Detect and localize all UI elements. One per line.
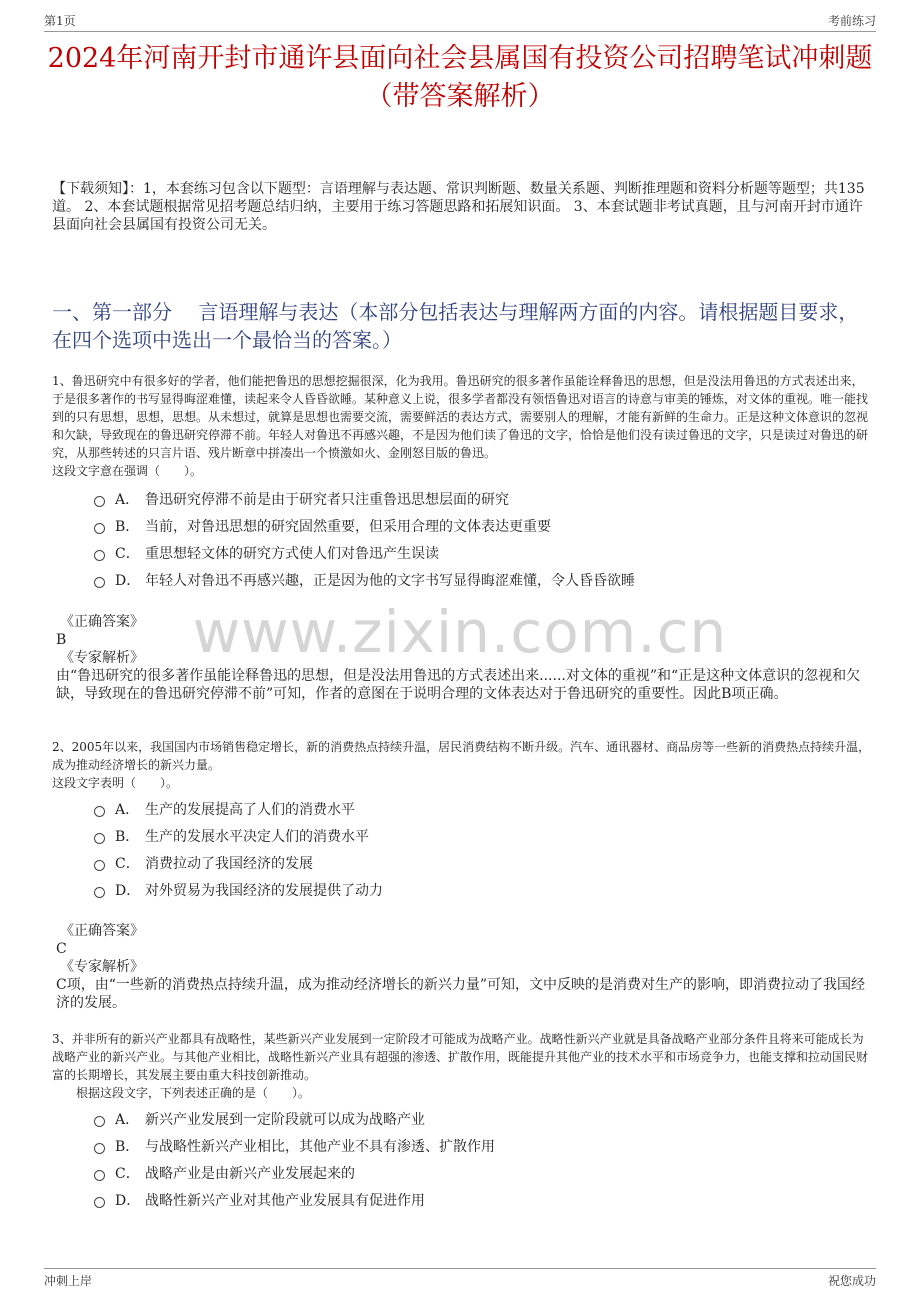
question-prompt: 根据这段文字，下列表述正确的是（ ）。 xyxy=(76,1086,311,1100)
footer-right-text: 祝您成功 xyxy=(827,1274,876,1288)
footer-left-text: 冲刺上岸 xyxy=(44,1274,93,1288)
option-b[interactable]: B． 与战略性新兴产业相比，其他产业不具有渗透、扩散作用 xyxy=(94,1137,860,1164)
page-number: 第1页 xyxy=(44,14,76,28)
question-1-options xyxy=(94,490,860,598)
radio-icon[interactable] xyxy=(94,550,105,561)
option-c[interactable]: C． 消费拉动了我国经济的发展 xyxy=(94,854,860,881)
option-a[interactable]: A． 新兴产业发展到一定阶段就可以成为战略产业 xyxy=(94,1110,860,1137)
option-d[interactable]: D． 对外贸易为我国经济的发展提供了动力 xyxy=(94,881,860,908)
question-stem: 1、鲁迅研究中有很多好的学者，他们能把鲁迅的思想挖掘很深，化为我用。鲁迅研究的很多著作虽能诠释鲁迅的思想，但是没法用鲁迅的方式表述出来，于是很多著作的书写显得晦涩难懂，读起来令人昏昏欲睡。某种意义上说，很多学者都没有领悟鲁迅对语言的诗意与审美的锤炼，对文体的重视。唯一能找到的只有思想，思想，思想。从未想过，就算是思想也需要交流，需要鲜活的表达方式，需要别人的理解，才能有新鲜的生命力。正是这种文体意识的忽视和欠缺，导致现在的鲁迅研究停滞不前。年轻人对鲁迅不再感兴趣，不是因为他们读了鲁迅的文字，恰恰是他们没有读过鲁迅的文字，只是读过对鲁迅的研究，从那些转述的只言片语、残片断章中拼凑出一个愤激如火、金刚怒目版的鲁迅。 xyxy=(52,374,869,460)
analysis-label: 《专家解析》 xyxy=(60,650,144,666)
question-prompt: 这段文字意在强调（ ）。 xyxy=(52,464,203,478)
option-text: 生产的发展提高了人们的消费水平 xyxy=(145,802,355,818)
question-2-answer xyxy=(56,922,868,1012)
answer-label: 《正确答案》 xyxy=(60,614,144,630)
option-text: 当前，对鲁迅思想的研究固然重要，但采用合理的文体表达更重要 xyxy=(145,519,551,535)
download-notice: 【下载须知】：1，本套练习包含以下题型：言语理解与表达题、常识判断题、数量关系题、判断推理题和资料分析题等题型；共135道。 2、本套试题根据常见招考题总结归纳，主要用于练习答题思路和拓展知识面。 3、本套试题非考试真题，且与河南开封市通许县面向社会县属国有投资公司无关。 xyxy=(52,181,865,233)
header-tag: 考前练习 xyxy=(827,14,876,28)
question-3-options xyxy=(94,1110,860,1218)
option-b[interactable]: B． 生产的发展水平决定人们的消费水平 xyxy=(94,827,860,854)
option-text: 战略性新兴产业对其他产业发展具有促进作用 xyxy=(145,1193,425,1209)
page-footer xyxy=(44,1272,876,1290)
header-divider xyxy=(44,31,876,32)
question-2-options xyxy=(94,800,860,908)
radio-icon[interactable] xyxy=(94,860,105,871)
option-a[interactable]: A． 生产的发展提高了人们的消费水平 xyxy=(94,800,860,827)
radio-icon[interactable] xyxy=(94,833,105,844)
question-stem: 3、并非所有的新兴产业都具有战略性，某些新兴产业发展到一定阶段才可能成为战略产业。战略性新兴产业就是具备战略产业部分条件且将来可能成长为战略产业的新兴产业。与其他产业相比，战略性新兴产业具有超强的渗透、扩散作用，既能提升其他产业的技术水平和市场竞争力，也能支撑和拉动国民财富的长期增长，其发展主要由重大科技创新推动。 xyxy=(52,1032,869,1082)
option-text: 生产的发展水平决定人们的消费水平 xyxy=(145,829,369,845)
question-prompt: 这段文字表明（ ）。 xyxy=(52,776,179,790)
watermark: www.zixin.com.cn xyxy=(192,598,728,666)
option-c[interactable]: C． 重思想轻文体的研究方式使人们对鲁迅产生误读 xyxy=(94,544,860,571)
option-text: 新兴产业发展到一定阶段就可以成为战略产业 xyxy=(145,1112,425,1128)
radio-icon[interactable] xyxy=(94,887,105,898)
question-1 xyxy=(52,372,872,480)
section-heading: 一、第一部分 言语理解与表达（本部分包括表达与理解两方面的内容。请根据题目要求，在四个选项中选出一个最恰当的答案。） xyxy=(52,300,859,352)
answer-value: C xyxy=(56,941,67,957)
question-2 xyxy=(52,738,872,792)
radio-icon[interactable] xyxy=(94,577,105,588)
option-text: 鲁迅研究停滞不前是由于研究者只注重鲁迅思想层面的研究 xyxy=(145,492,509,508)
option-a[interactable]: A． 鲁迅研究停滞不前是由于研究者只注重鲁迅思想层面的研究 xyxy=(94,490,860,517)
question-1-answer xyxy=(56,613,868,703)
analysis-text: C项，由“一些新的消费热点持续升温，成为推动经济增长的新兴力量”可知，文中反映的是消费对生产的影响，即消费拉动了我国经济的发展。 xyxy=(56,977,866,1011)
option-text: 战略产业是由新兴产业发展起来的 xyxy=(145,1166,355,1182)
option-text: 重思想轻文体的研究方式使人们对鲁迅产生误读 xyxy=(145,546,439,562)
document-title: 2024年河南开封市通许县面向社会县属国有投资公司招聘笔试冲刺题（带答案解析） xyxy=(47,43,873,112)
analysis-label: 《专家解析》 xyxy=(60,959,144,975)
option-text: 年轻人对鲁迅不再感兴趣，正是因为他的文字书写显得晦涩难懂，令人昏昏欲睡 xyxy=(145,573,635,589)
option-c[interactable]: C． 战略产业是由新兴产业发展起来的 xyxy=(94,1164,860,1191)
option-text: 对外贸易为我国经济的发展提供了动力 xyxy=(145,883,383,899)
option-b[interactable]: B． 当前，对鲁迅思想的研究固然重要，但采用合理的文体表达更重要 xyxy=(94,517,860,544)
question-stem: 2、2005年以来，我国国内市场销售稳定增长，新的消费热点持续升温，居民消费结构不断升级。汽车、通讯器材、商品房等一些新的消费热点持续升温，成为推动经济增长的新兴力量。 xyxy=(52,740,871,772)
radio-icon[interactable] xyxy=(94,1170,105,1181)
radio-icon[interactable] xyxy=(94,1143,105,1154)
radio-icon[interactable] xyxy=(94,1197,105,1208)
answer-label: 《正确答案》 xyxy=(60,923,144,939)
radio-icon[interactable] xyxy=(94,1116,105,1127)
option-text: 消费拉动了我国经济的发展 xyxy=(145,856,313,872)
radio-icon[interactable] xyxy=(94,496,105,507)
option-d[interactable]: D． 年轻人对鲁迅不再感兴趣，正是因为他的文字书写显得晦涩难懂，令人昏昏欲睡 xyxy=(94,571,860,598)
answer-value: B xyxy=(56,632,67,648)
radio-icon[interactable] xyxy=(94,523,105,534)
option-d[interactable]: D． 战略性新兴产业对其他产业发展具有促进作用 xyxy=(94,1191,860,1218)
page-header xyxy=(44,12,876,30)
option-text: 与战略性新兴产业相比，其他产业不具有渗透、扩散作用 xyxy=(145,1139,495,1155)
question-3 xyxy=(52,1030,872,1102)
radio-icon[interactable] xyxy=(94,806,105,817)
analysis-text: 由“鲁迅研究的很多著作虽能诠释鲁迅的思想，但是没法用鲁迅的方式表述出来......对文体的重视”和“正是这种文体意识的忽视和欠缺，导致现在的鲁迅研究停滞不前”可知，作者的意图在于说明合理的文体表达对于鲁迅研究的重要性。因此B项正确。 xyxy=(56,668,861,702)
footer-divider xyxy=(44,1268,876,1269)
